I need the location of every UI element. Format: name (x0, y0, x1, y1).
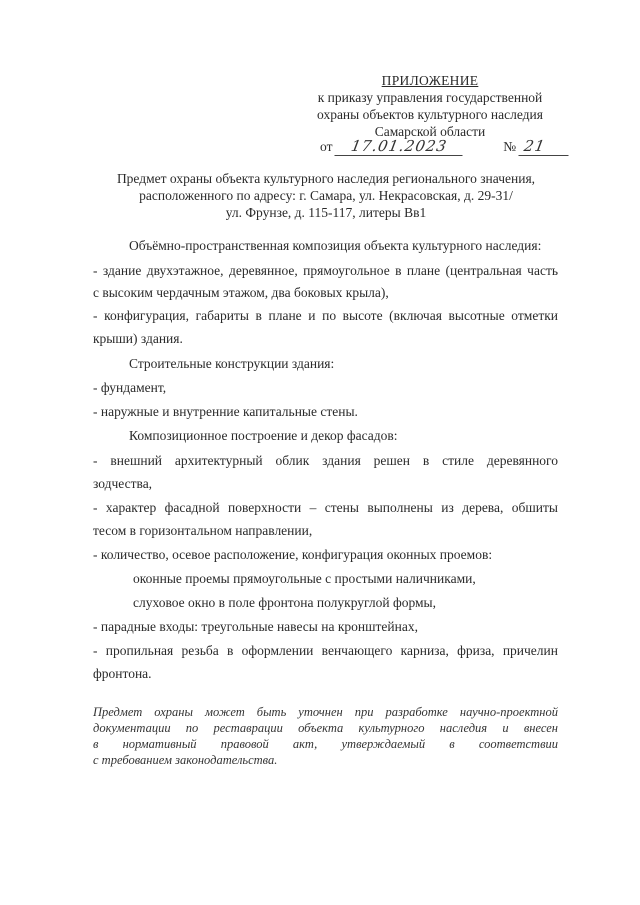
note-line: в нормативный правовой акт, утверждаемый в соответствии (93, 737, 558, 751)
section-heading: Объёмно-пространственная композиция объекта культурного наследия: (129, 238, 542, 253)
order-reference (320, 138, 560, 156)
subject-title (96, 170, 556, 221)
note-line: документации по реставрации объекта культурного наследия и внесен (93, 721, 558, 735)
list-item: - внешний архитектурный облик здания решен в стиле деревянного (93, 453, 558, 468)
appendix-line: охраны объектов культурного наследия (317, 107, 543, 122)
appendix-line: Самарской области (374, 124, 486, 139)
subject-line: Предмет охраны объекта культурного наследия регионального значения, (116, 171, 536, 186)
order-prefix: от (320, 139, 333, 154)
section-heading: Композиционное построение и декор фасадов: (129, 428, 398, 443)
list-item: - количество, осевое расположение, конфигурация оконных проемов: (93, 547, 493, 562)
list-item-continuation: фронтона. (93, 666, 152, 681)
list-item-continuation: крыши) здания. (93, 331, 183, 346)
order-number-handwritten: 21 (518, 138, 571, 156)
subject-line: расположенного по адресу: г. Самара, ул. Некрасовская, д. 29-31/ (139, 188, 513, 203)
list-item: - фундамент, (93, 380, 167, 395)
subject-line: ул. Фрунзе, д. 115-117, литеры Вв1 (225, 205, 427, 220)
list-item-continuation: зодчества, (93, 476, 153, 491)
list-item: - парадные входы: треугольные навесы на кронштейнах, (93, 619, 418, 634)
list-item: - конфигурация, габариты в плане и по высоте (включая высотные отметки (93, 308, 558, 323)
appendix-title: ПРИЛОЖЕНИЕ (381, 73, 479, 88)
sub-item: слуховое окно в поле фронтона полукруглой формы, (133, 595, 437, 610)
order-date-handwritten: 17.01.2023 (334, 138, 465, 156)
section-heading: Строительные конструкции здания: (129, 356, 335, 371)
note-line: с требованием законодательства. (93, 753, 278, 767)
appendix-line: к приказу управления государственной (317, 90, 543, 105)
list-item: - наружные и внутренние капитальные стены. (93, 404, 358, 419)
list-item-continuation: с высоким чердачным этажом, два боковых крыла), (93, 285, 389, 300)
list-item: - здание двухэтажное, деревянное, прямоугольное в плане (центральная часть (93, 263, 558, 278)
sub-item: оконные проемы прямоугольные с простыми наличниками, (133, 571, 476, 586)
list-item-continuation: тесом в горизонтальном направлении, (93, 523, 313, 538)
note-line: Предмет охраны может быть уточнен при разработке научно-проектной (93, 705, 558, 719)
order-number-label: № (503, 139, 517, 154)
list-item: - пропильная резьба в оформлении венчающего карниза, фриза, причелин (93, 643, 558, 658)
italic-note (93, 704, 558, 768)
appendix-header (300, 72, 560, 140)
list-item: - характер фасадной поверхности – стены выполнены из дерева, обшиты (93, 500, 558, 515)
